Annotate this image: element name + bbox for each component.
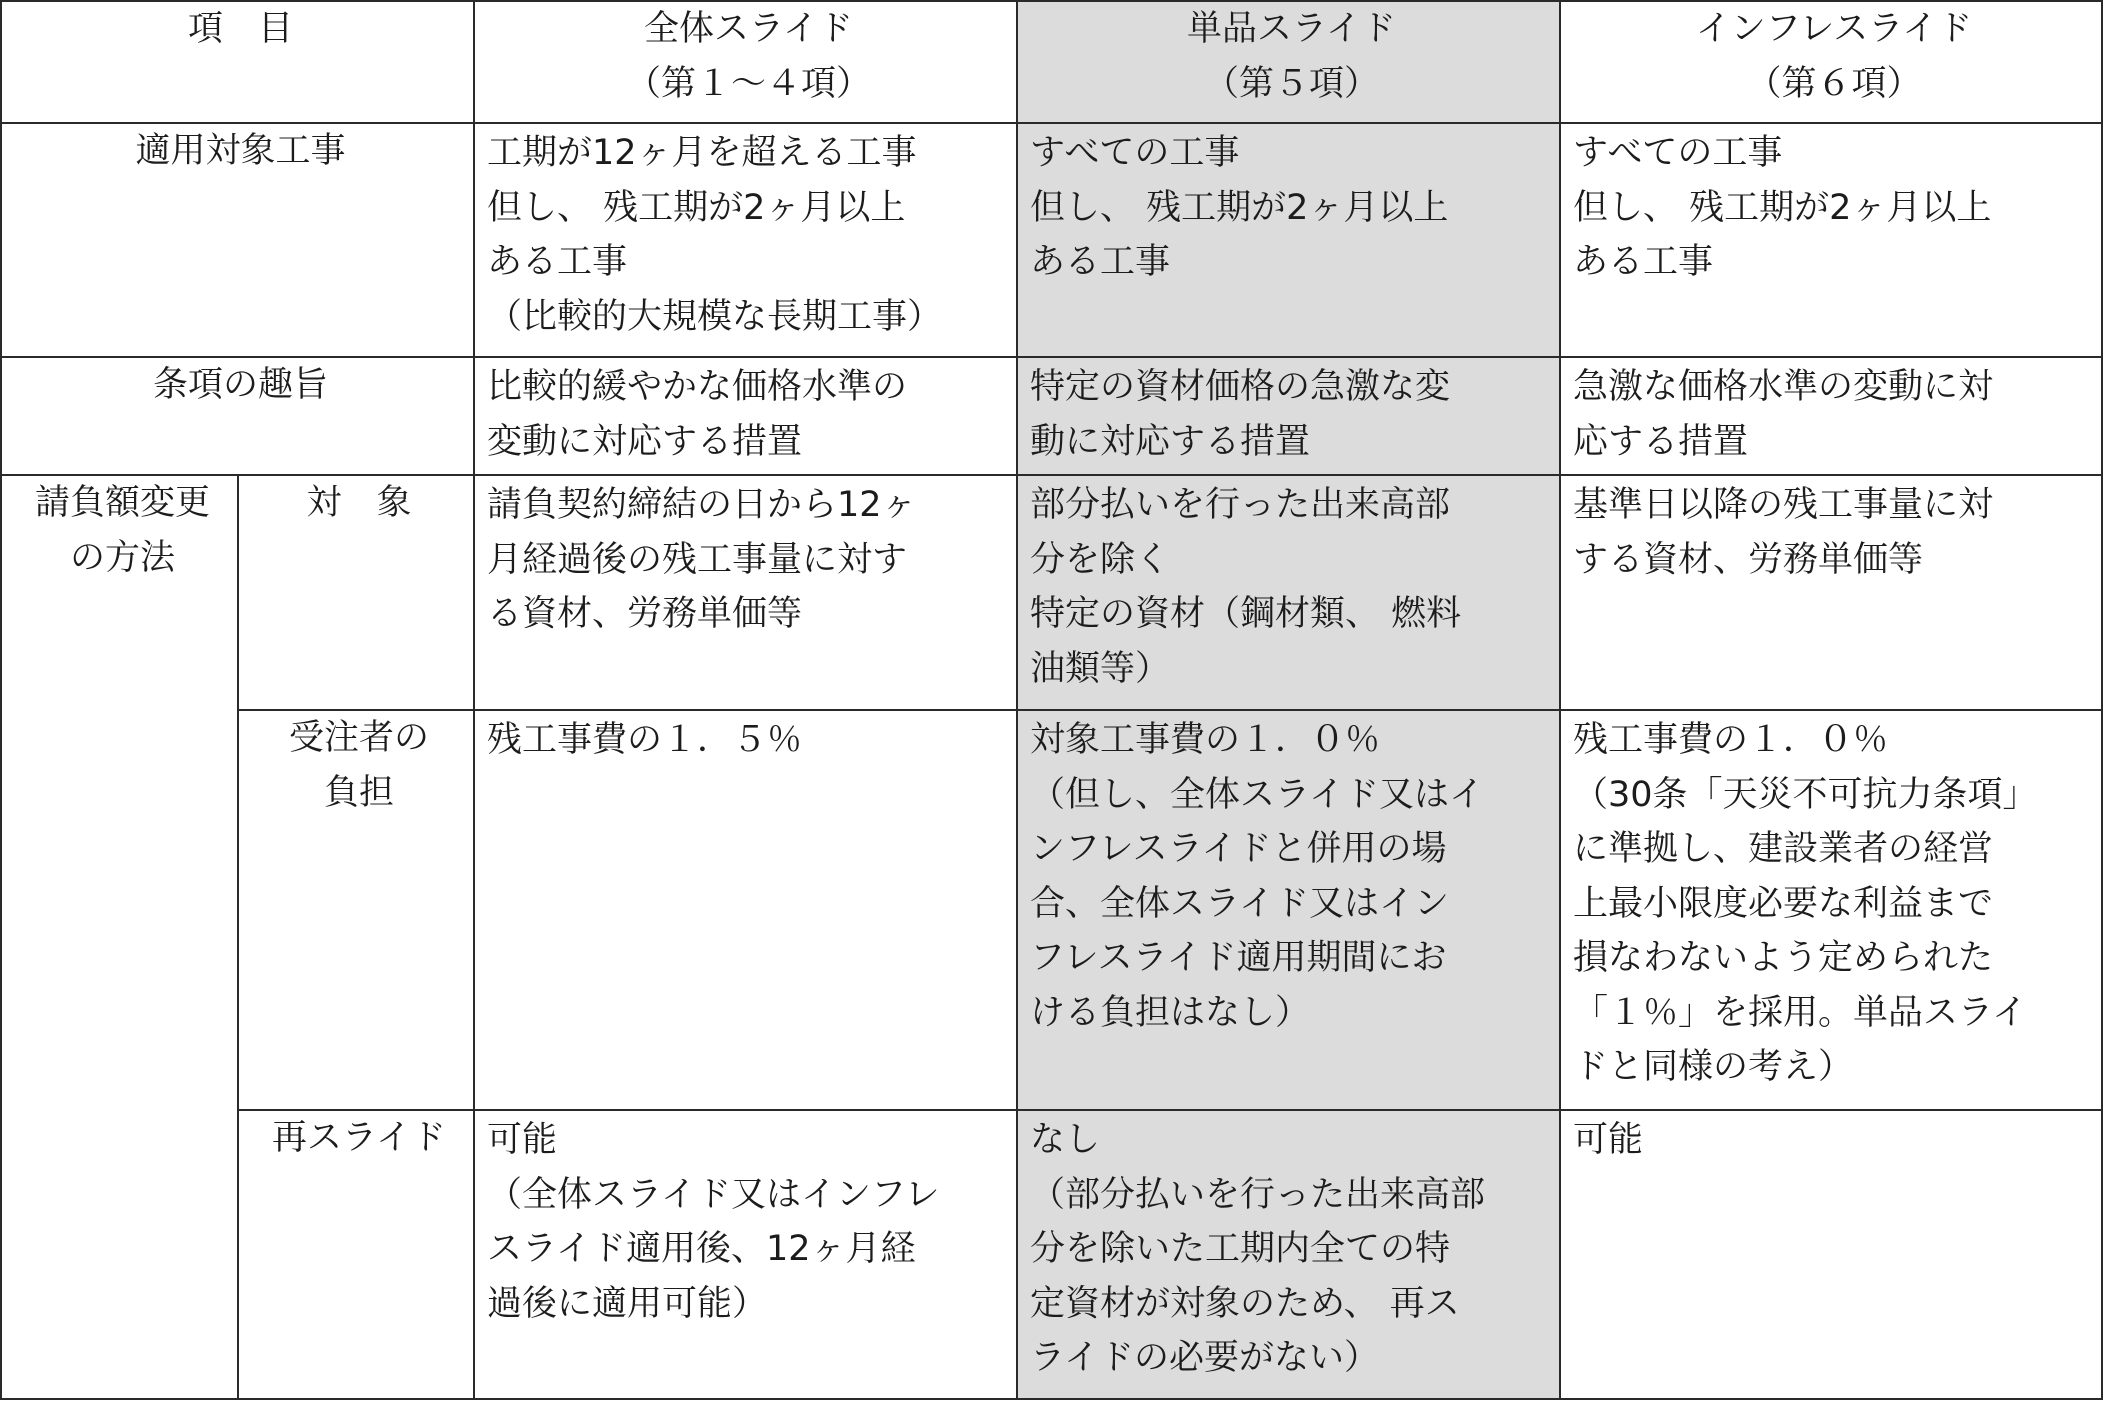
cell-purpose-single: 特定の資材価格の急激な変 動に対応する措置 [1017, 357, 1560, 475]
cell-reslide-single: なし （部分払いを行った出来高部 分を除いた工期内全ての特 定資材が対象のため、 再ス ライドの必要がない） [1017, 1110, 1560, 1399]
cell-target-works-single: すべての工事 但し、 残工期が2ヶ月以上 ある工事 [1017, 123, 1560, 357]
header-item: 項 目 [1, 1, 474, 123]
cell-purpose-overall: 比較的緩やかな価格水準の 変動に対応する措置 [474, 357, 1017, 475]
row-purpose [1, 357, 2102, 475]
cell-burden-overall: 残工事費の１．５％ [474, 710, 1017, 1110]
row-label-subject: 対 象 [238, 475, 474, 710]
row-label-burden: 受注者の 負担 [238, 710, 474, 1110]
cell-reslide-inflation: 可能 [1560, 1110, 2102, 1399]
row-burden [1, 710, 2102, 1110]
header-overall-slide: 全体スライド （第１～４項） [474, 1, 1017, 123]
header-row [1, 1, 2102, 123]
row-target-works [1, 123, 2102, 357]
cell-reslide-overall: 可能 （全体スライド又はインフレ スライド適用後、12ヶ月経 過後に適用可能） [474, 1110, 1017, 1399]
cell-target-works-inflation: すべての工事 但し、 残工期が2ヶ月以上 ある工事 [1560, 123, 2102, 357]
row-subject [1, 475, 2102, 710]
cell-burden-inflation: 残工事費の１．０％ （30条「天災不可抗力条項」 に準拠し、建設業者の経営 上最小限度必要な利益まで 損なわないよう定められた 「１％」を採用。単品スライ ドと同様の考え） [1560, 710, 2102, 1110]
header-single-item-slide: 単品スライド （第５項） [1017, 1, 1560, 123]
row-label-purpose: 条項の趣旨 [1, 357, 474, 475]
cell-subject-single: 部分払いを行った出来高部 分を除く 特定の資材（鋼材類、 燃料 油類等） [1017, 475, 1560, 710]
row-label-target-works: 適用対象工事 [1, 123, 474, 357]
row-group-label-method: 請負額変更 の方法 [1, 475, 238, 1399]
cell-burden-single: 対象工事費の１．０％ （但し、全体スライド又はイ ンフレスライドと併用の場 合、全体スライド又はイン フレスライド適用期間にお ける負担はなし） [1017, 710, 1560, 1110]
cell-target-works-overall: 工期が12ヶ月を超える工事 但し、 残工期が2ヶ月以上 ある工事 （比較的大規模な長期工事） [474, 123, 1017, 357]
cell-purpose-inflation: 急激な価格水準の変動に対 応する措置 [1560, 357, 2102, 475]
row-label-reslide: 再スライド [238, 1110, 474, 1399]
header-inflation-slide: インフレスライド （第６項） [1560, 1, 2102, 123]
row-reslide [1, 1110, 2102, 1399]
cell-subject-inflation: 基準日以降の残工事量に対 する資材、労務単価等 [1560, 475, 2102, 710]
cell-subject-overall: 請負契約締結の日から12ヶ 月経過後の残工事量に対す る資材、労務単価等 [474, 475, 1017, 710]
